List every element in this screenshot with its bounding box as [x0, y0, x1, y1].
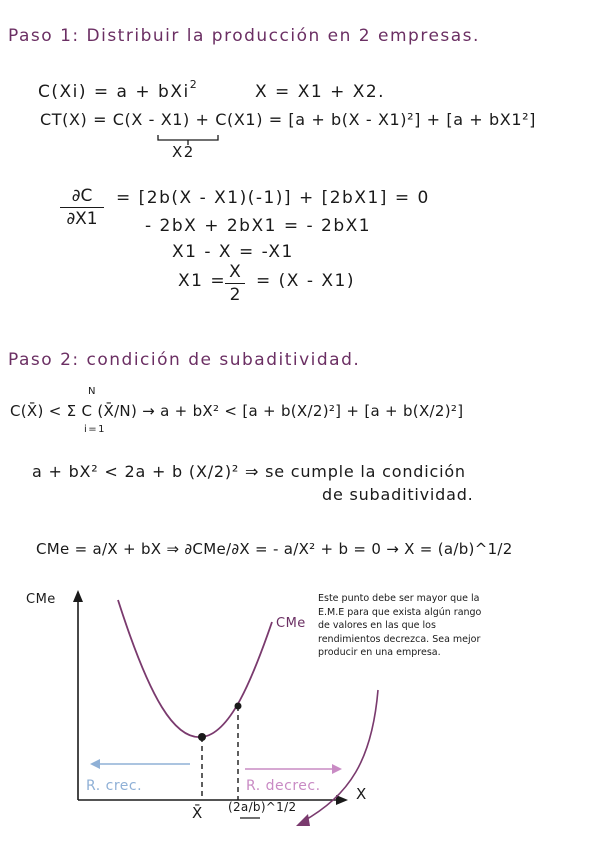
paso1-eq6b: = (X - X1): [256, 271, 355, 291]
left-arrow-label: R. crec.: [86, 778, 143, 794]
paso2-eq3: CMe = a/X + bX ⇒ ∂CMe/∂X = - a/X² + b = 0 → X = (a/b)^1/2: [36, 540, 513, 558]
paso1-eq1b: X = X1 + X2.: [255, 82, 386, 102]
blue-arrowhead: [90, 759, 100, 769]
curve-label: CMe: [276, 616, 306, 631]
brace: [158, 135, 218, 145]
x-axis-arrowhead: [336, 795, 348, 805]
paso1-title: Paso 1: Distribuir la producción en 2 empresas.: [8, 26, 480, 46]
paso1-eq4: - 2bX + 2bX1 = - 2bX1: [145, 216, 372, 236]
x-tick-2: (2a/b)^1/2: [228, 800, 297, 814]
pink-arrowhead: [332, 764, 342, 774]
y-axis-arrowhead: [73, 590, 83, 602]
paso1-eq6a: X1 =: [178, 271, 227, 291]
paso2-title: Paso 2: condición de subaditividad.: [8, 350, 361, 370]
paso1-eq6-frac: X 2: [225, 262, 245, 305]
paso2-eq2b: de subaditividad.: [322, 485, 474, 504]
paso2-sum-bottom: i=1: [84, 424, 107, 435]
cme-curve: [118, 600, 272, 737]
right-arrow-label: R. decrec.: [246, 778, 321, 794]
paso2-sum-top: N: [88, 386, 97, 397]
paso1-brace-label: X2: [172, 143, 195, 161]
y-axis-label: CMe: [26, 592, 56, 607]
x-tick-1: X̄: [192, 804, 204, 822]
paso2-eq1: C(X̄) < Σ C (X̄/N) → a + bX² < [a + b(X/2)²] + [a + b(X/2)²]: [10, 402, 464, 420]
paso1-eq2: CT(X) = C(X - X1) + C(X1) = [a + b(X - X1)²] + [a + bX1²]: [40, 110, 536, 129]
paso1-eq5: X1 - X = -X1: [172, 242, 294, 262]
margin-note: Este punto debe ser mayor que la E.M.E para que exista algún rango de valores en las que los rendimientos decrezca. Sea mejor producir en una empresa.: [318, 593, 482, 658]
paso1-derivative: ∂C ∂X1: [60, 186, 104, 229]
pointer-arrowhead: [296, 814, 310, 826]
paso1-eq1a: C(Xi) = a + bXi$^2$: [38, 78, 199, 102]
x-axis-label: X: [356, 785, 368, 803]
paso1-eq3: = [2b(X - X1)(-1)] + [2bX1] = 0: [116, 188, 430, 208]
paso2-eq2a: a + bX² < 2a + b (X/2)² ⇒ se cumple la condición: [32, 462, 466, 481]
